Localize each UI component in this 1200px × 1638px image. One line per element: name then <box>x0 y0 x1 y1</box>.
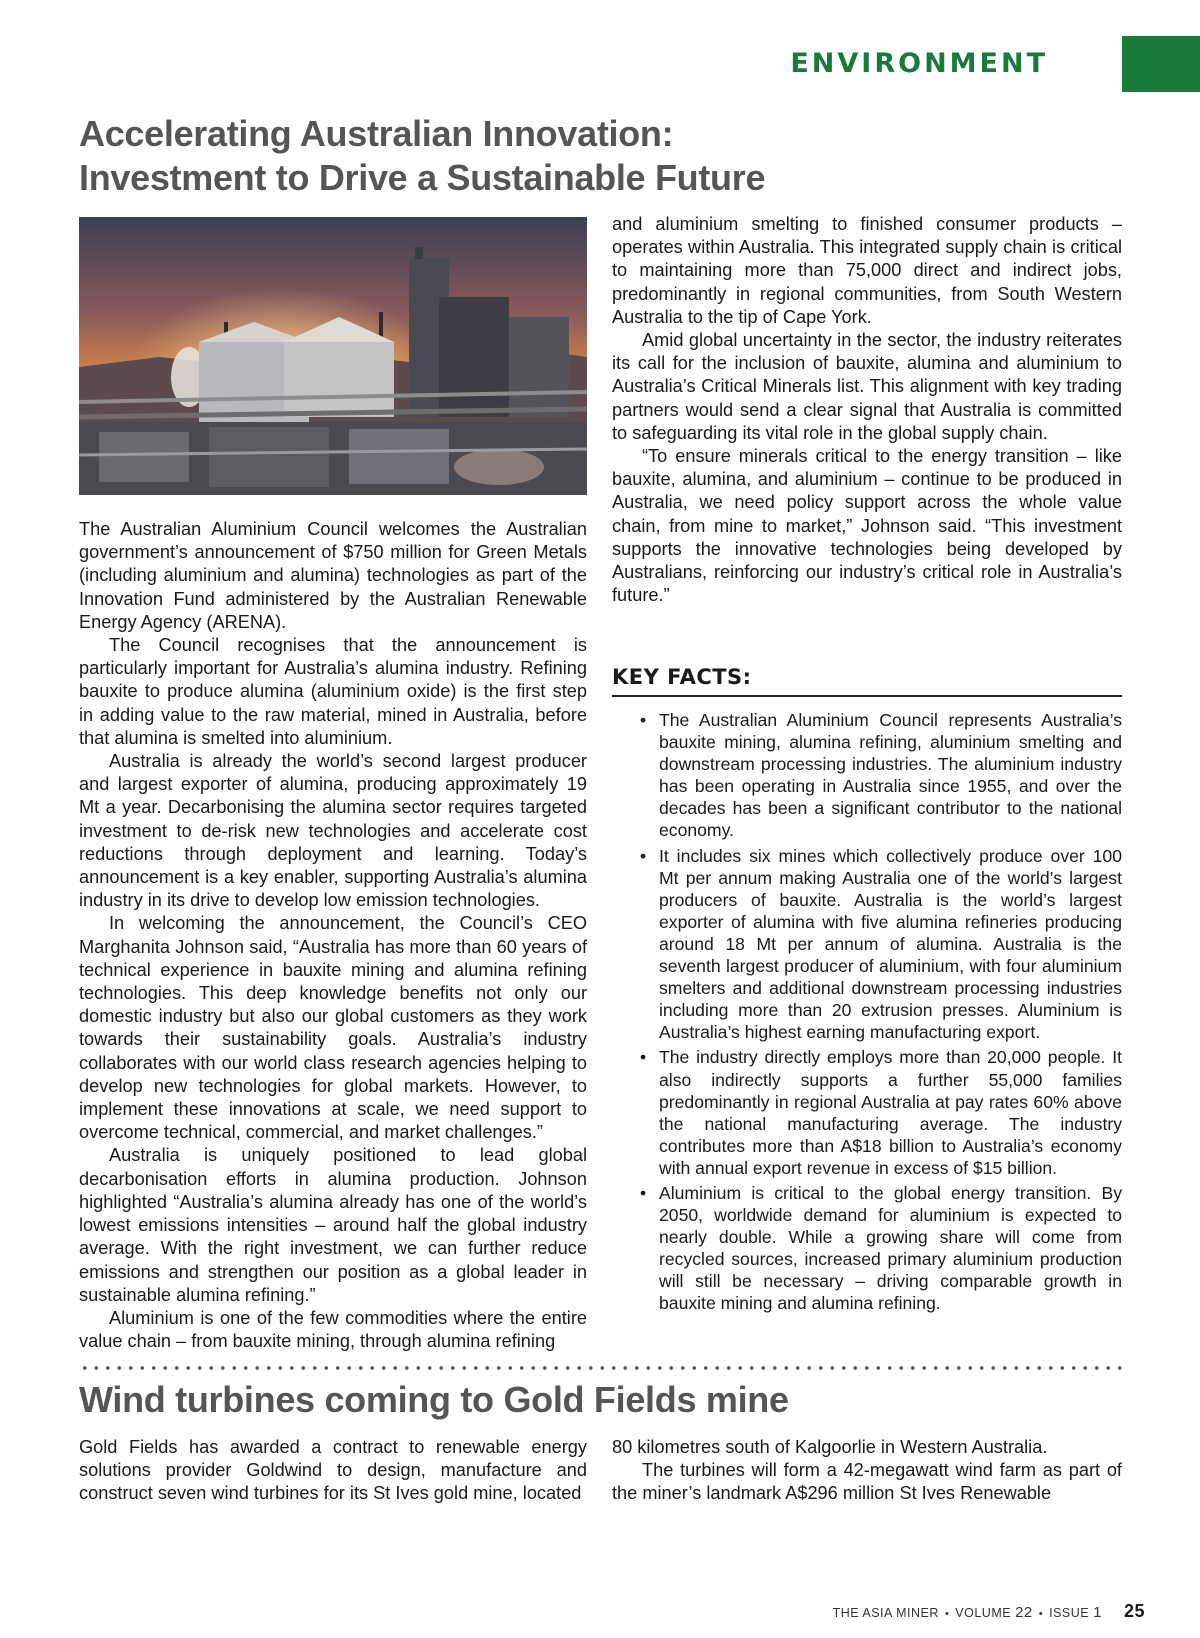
paragraph: Australia is uniquely positioned to lead global decarbonisation efforts in alumina production. Johnson highlighted “Australia’s alumina already has one of the world’s lowest emissions intensities – around half the global industry average. With the right investment, we can further reduce emissions and strengthen our position as a global leader in sustainable alumina refining.” <box>79 1145 587 1305</box>
section-label: ENVIRONMENT <box>790 48 1048 79</box>
article-left-column <box>79 518 587 1353</box>
publication-name: THE ASIA MINER <box>832 1606 939 1620</box>
key-fact-text: The Australian Aluminium Council represents Australia’s bauxite mining, alumina refining, aluminium smelting and downstream processing industries. The aluminium industry has been operating in Australia since 1955, and over the decades has been a significant contributor to the national economy. <box>659 710 1122 841</box>
refinery-photo <box>79 217 587 495</box>
paragraph: Australia is already the world’s second largest producer and largest exporter of alumina, producing approximately 19 Mt a year. Decarbonising the alumina sector requires targeted investment to de-risk new technologies and accelerate cost reductions through deployment and learning. Today’s announcement is a key enabler, supporting Australia’s alumina industry in its drive to develop low emission technologies. <box>79 751 587 911</box>
paragraph: Amid global uncertainty in the sector, the industry reiterates its call for the inclusion of bauxite, alumina and aluminium to Australia’s Critical Minerals list. This alignment with key trading partners would send a clear signal that Australia is committed to safeguarding its vital role in the global supply chain. <box>612 330 1122 443</box>
bullet-icon: • <box>640 1182 647 1203</box>
article-title-line-1: Accelerating Australian Innovation: <box>79 113 674 154</box>
key-fact-item <box>612 709 1122 842</box>
page-number: 25 <box>1123 1601 1145 1621</box>
key-fact-text: The industry directly employs more than 20,000 people. It also indirectly supports a further 55,000 families predominantly in regional Australia at pay rates 60% above the national manufacturing average. The industry contributes more than A$18 billion to Australia’s economy with annual export revenue in excess of $15 billion. <box>659 1047 1122 1178</box>
article2-left-column <box>79 1436 587 1506</box>
bullet-icon: • <box>640 710 647 730</box>
paragraph: The turbines will form a 42-megawatt wind farm as part of the miner’s landmark A$296 million St Ives Renewable <box>612 1460 1122 1504</box>
issue-number: 1 <box>1093 1604 1102 1621</box>
bullet-icon: • <box>1038 1608 1044 1620</box>
key-fact-item <box>612 845 1122 1044</box>
dotted-divider <box>79 1365 1127 1371</box>
key-fact-text: It includes six mines which collectively produce over 100 Mt per annum making Australia one of the world’s largest producers of bauxite. Australia is the world’s largest exporter of alumina with five alumina refineries producing around 18 Mt per annum of alumina. Australia is the seventh largest producer of aluminium, with four aluminium smelters and additional downstream processing industries including more than 20 extrusion presses. Aluminium is Australia’s highest earning manufacturing export. <box>659 845 1122 1043</box>
paragraph: Aluminium is one of the few commodities where the entire value chain – from bauxite mining, through alumina refining <box>79 1307 587 1352</box>
paragraph: The Council recognises that the announcement is particularly important for Australia’s alumina industry. Refining bauxite to produce alumina (aluminium oxide) is the first step in adding value to the raw material, mined in Australia, before that alumina is smelted into aluminium. <box>79 635 587 748</box>
key-facts-list <box>612 709 1122 1318</box>
paragraph: and aluminium smelting to finished consumer products – operates within Australia. This integrated supply chain is critical to maintaining more than 75,000 direct and indirect jobs, predominantly in regional communities, from South Western Australia to the tip of Cape York. <box>612 214 1122 327</box>
paragraph: The Australian Aluminium Council welcomes the Australian government’s announcement of $750 million for Green Metals (including aluminium and alumina) technologies as part of the Innovation Fund administered by the Australian Renewable Energy Agency (ARENA). <box>79 519 587 632</box>
article2-right-column <box>612 1436 1122 1506</box>
paragraph: 80 kilometres south of Kalgoorlie in Western Australia. <box>612 1437 1048 1457</box>
key-fact-item <box>612 1182 1122 1315</box>
paragraph: “To ensure minerals critical to the energy transition – like bauxite, alumina, and aluminium – continue to be produced in Australia, we need policy support across the whole value chain, from mine to market,” Johnson said. “This investment supports the innovative technologies being developed by Australians, reinforcing our industry’s critical role in Australia’s future.” <box>612 446 1122 606</box>
article-title <box>79 112 979 200</box>
bullet-icon: • <box>640 845 647 866</box>
article2-title: Wind turbines coming to Gold Fields mine <box>79 1379 789 1420</box>
section-color-tab <box>1122 36 1200 92</box>
page-footer <box>833 1601 1145 1622</box>
bullet-icon: • <box>944 1608 950 1620</box>
key-fact-item <box>612 1046 1122 1179</box>
key-facts-heading: KEY FACTS: <box>612 665 1122 697</box>
volume-label: VOLUME <box>955 1606 1012 1620</box>
key-fact-text: Aluminium is critical to the global energy transition. By 2050, worldwide demand for aluminium is expected to nearly double. While a growing share will come from recycled sources, increased primary aluminium production will still be necessary – driving comparable growth in bauxite mining and alumina refining. <box>659 1182 1122 1314</box>
article-right-column <box>612 213 1122 607</box>
paragraph: In welcoming the announcement, the Council’s CEO Marghanita Johnson said, “Australia has more than 60 years of technical experience in bauxite mining and alumina refining technologies. This deep knowledge benefits not only our domestic industry but also our global customers as they work towards their sustainability goals. Australia’s industry collaborates with our world class research agencies helping to develop new technologies for global markets. However, to implement these innovations at scale, we need support to overcome technical, commercial, and market challenges.” <box>79 913 587 1143</box>
volume-number: 22 <box>1015 1604 1033 1621</box>
article-title-line-2: Investment to Drive a Sustainable Future <box>79 157 766 198</box>
paragraph: Gold Fields has awarded a contract to renewable energy solutions provider Goldwind to design, manufacture and construct seven wind turbines for its St Ives gold mine, located <box>79 1437 587 1504</box>
issue-label: ISSUE <box>1049 1606 1090 1620</box>
bullet-icon: • <box>640 1047 647 1068</box>
